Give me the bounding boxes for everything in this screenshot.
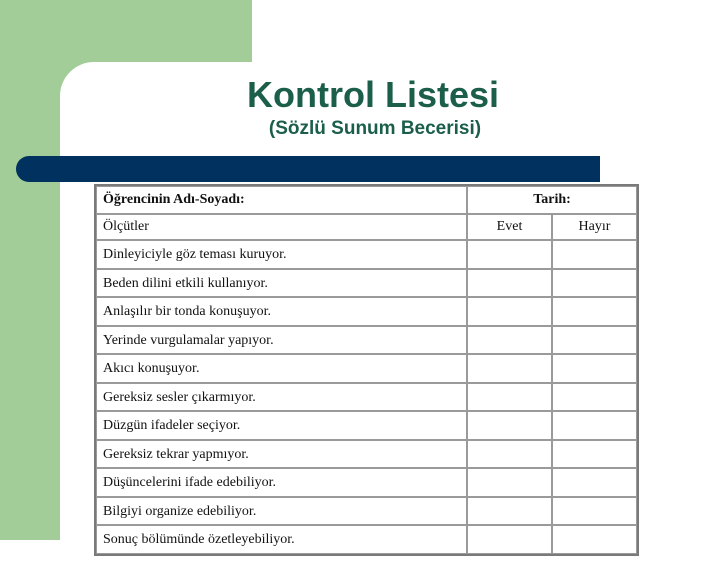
yes-checkbox-cell[interactable] (467, 468, 552, 497)
table-row (96, 411, 637, 440)
criterion-label: Gereksiz sesler çıkarmıyor. (96, 383, 467, 412)
criterion-label: Dinleyiciyle göz teması kuruyor. (96, 240, 467, 269)
yes-checkbox-cell[interactable] (467, 440, 552, 469)
yes-checkbox-cell[interactable] (467, 326, 552, 355)
no-checkbox-cell[interactable] (552, 411, 637, 440)
no-column-header: Hayır (552, 214, 637, 240)
no-checkbox-cell[interactable] (552, 354, 637, 383)
yes-checkbox-cell[interactable] (467, 269, 552, 298)
yes-checkbox-cell[interactable] (467, 297, 552, 326)
table-row (96, 326, 637, 355)
criterion-label: Düşüncelerini ifade edebiliyor. (96, 468, 467, 497)
table-row (96, 468, 637, 497)
checklist-table (94, 184, 639, 556)
yes-column-header: Evet (467, 214, 552, 240)
column-header-row (96, 214, 637, 240)
table-row (96, 525, 637, 554)
slide-title: Kontrol Listesi (246, 74, 500, 115)
student-info-row (96, 186, 637, 214)
no-checkbox-cell[interactable] (552, 468, 637, 497)
no-checkbox-cell[interactable] (552, 440, 637, 469)
no-checkbox-cell[interactable] (552, 240, 637, 269)
yes-checkbox-cell[interactable] (467, 354, 552, 383)
yes-checkbox-cell[interactable] (467, 383, 552, 412)
date-label: Tarih: (467, 186, 637, 214)
yes-checkbox-cell[interactable] (467, 497, 552, 526)
no-checkbox-cell[interactable] (552, 326, 637, 355)
yes-checkbox-cell[interactable] (467, 240, 552, 269)
slide-subtitle: (Sözlü Sunum Becerisi) (268, 118, 482, 139)
criterion-label: Düzgün ifadeler seçiyor. (96, 411, 467, 440)
no-checkbox-cell[interactable] (552, 269, 637, 298)
criteria-header: Ölçütler (96, 214, 467, 240)
table-row (96, 240, 637, 269)
decorative-navy-bar (16, 156, 600, 182)
no-checkbox-cell[interactable] (552, 497, 637, 526)
criterion-label: Sonuç bölümünde özetleyebiliyor. (96, 525, 467, 554)
no-checkbox-cell[interactable] (552, 525, 637, 554)
table-row (96, 354, 637, 383)
no-checkbox-cell[interactable] (552, 383, 637, 412)
criterion-label: Gereksiz tekrar yapmıyor. (96, 440, 467, 469)
table-row (96, 497, 637, 526)
table-row (96, 383, 637, 412)
yes-checkbox-cell[interactable] (467, 411, 552, 440)
criterion-label: Yerinde vurgulamalar yapıyor. (96, 326, 467, 355)
table-row (96, 297, 637, 326)
criterion-label: Anlaşılır bir tonda konuşuyor. (96, 297, 467, 326)
no-checkbox-cell[interactable] (552, 297, 637, 326)
yes-checkbox-cell[interactable] (467, 525, 552, 554)
student-name-label: Öğrencinin Adı-Soyadı: (96, 186, 467, 214)
table-row (96, 269, 637, 298)
criterion-label: Bilgiyi organize edebiliyor. (96, 497, 467, 526)
table-row (96, 440, 637, 469)
criterion-label: Akıcı konuşuyor. (96, 354, 467, 383)
criterion-label: Beden dilini etkili kullanıyor. (96, 269, 467, 298)
